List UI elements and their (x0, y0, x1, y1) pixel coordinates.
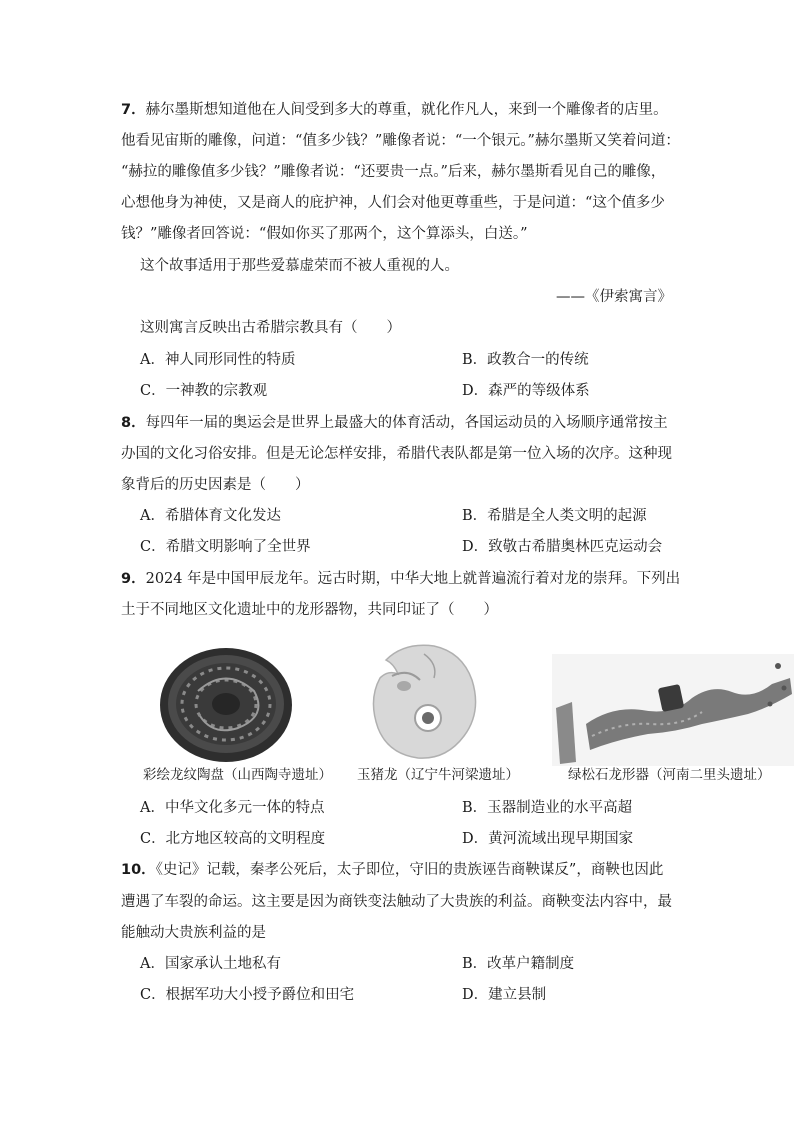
q9-option-d[interactable]: D．黄河流域出现早期国家 (462, 831, 634, 847)
q9-number: 9． (121, 571, 146, 587)
q8-option-b[interactable]: B．希腊是全人类文明的起源 (462, 508, 647, 524)
caption-jade-pig-dragon: 玉猪龙（辽宁牛河梁遗址） (357, 767, 519, 783)
q8-option-a[interactable]: A．希腊体育文化发达 (140, 508, 281, 524)
q8-line-1: 8．每四年一届的奥运会是世界上最盛大的体育活动，各国运动员的入场顺序通常按主 (121, 415, 668, 431)
q7-line-4: 心想他身为神使，又是商人的庇护神，人们会对他更尊重些，于是问道：“这个值多少 (121, 195, 665, 211)
q9-line-1: 9．2024 年是中国甲辰龙年。远古时期，中华大地上就普遍流行着对龙的崇拜。下列出 (121, 571, 681, 587)
q9-option-b[interactable]: B．玉器制造业的水平高超 (462, 800, 633, 816)
q10-line-3: 能触动大贵族利益的是 (121, 925, 266, 941)
q8-option-c[interactable]: C．希腊文明影响了全世界 (140, 539, 311, 555)
q9-option-a[interactable]: A．中华文化多元一体的特点 (140, 800, 325, 816)
q7-line-3: “赫拉的雕像值多少钱？”雕像者说：“还要贵一点。”后来，赫尔墨斯看见自己的雕像， (121, 164, 666, 180)
q10-option-d[interactable]: D．建立县制 (462, 987, 547, 1003)
jade-pig-dragon-image (364, 640, 484, 764)
q8-line-2: 办国的文化习俗安排。但是无论怎样安排，希腊代表队都是第一位入场的次序。这种现 (121, 446, 672, 462)
q7-line-6: 这个故事适用于那些爱慕虚荣而不被人重视的人。 (140, 258, 459, 274)
pottery-plate-image (158, 646, 294, 764)
q7-option-d[interactable]: D．森严的等级体系 (462, 383, 590, 399)
q7-option-b[interactable]: B．政教合一的传统 (462, 352, 589, 368)
q10-option-c[interactable]: C．根据军功大小授予爵位和田宅 (140, 987, 355, 1003)
q7-source: ——《伊索寓言》 (556, 289, 672, 305)
q10-option-a[interactable]: A．国家承认土地私有 (140, 956, 281, 972)
q7-stem: 这则寓言反映出古希腊宗教具有（ ） (140, 320, 401, 336)
q10-number: 10． (121, 862, 156, 878)
q7-line-2: 他看见宙斯的雕像，问道：“值多少钱？”雕像者说：“一个银元。”赫尔墨斯又笑着问道： (121, 133, 680, 149)
q7-option-c[interactable]: C．一神教的宗教观 (140, 383, 268, 399)
q9-line-2: 土于不同地区文化遗址中的龙形器物，共同印证了（ ） (121, 602, 498, 618)
caption-pottery-plate: 彩绘龙纹陶盘（山西陶寺遗址） (143, 767, 332, 783)
caption-turquoise-dragon: 绿松石龙形器（河南二里头遗址） (568, 767, 771, 783)
q7-line-1: 7．赫尔墨斯想知道他在人间受到多大的尊重，就化作凡人，来到一个雕像者的店里。 (121, 102, 668, 118)
q8-option-d[interactable]: D．致敬古希腊奥林匹克运动会 (462, 539, 663, 555)
q10-option-b[interactable]: B．改革户籍制度 (462, 956, 575, 972)
q8-number: 8． (121, 415, 146, 431)
q10-line-1: 10．《史记》记载，秦孝公死后，太子即位，守旧的贵族诬告商鞅谋反”，商鞅也因此 (121, 862, 664, 878)
q7-number: 7． (121, 102, 146, 118)
q7-line-5: 钱？”雕像者回答说：“假如你买了那两个，这个算添头，白送。” (121, 226, 528, 242)
q9-option-c[interactable]: C．北方地区较高的文明程度 (140, 831, 326, 847)
q7-option-a[interactable]: A．神人同形同性的特质 (140, 352, 296, 368)
q10-line-2: 遭遇了车裂的命运。这主要是因为商铁变法触动了大贵族的利益。商鞅变法内容中，最 (121, 894, 672, 910)
turquoise-dragon-image (552, 654, 794, 766)
q8-line-3: 象背后的历史因素是（ ） (121, 477, 310, 493)
